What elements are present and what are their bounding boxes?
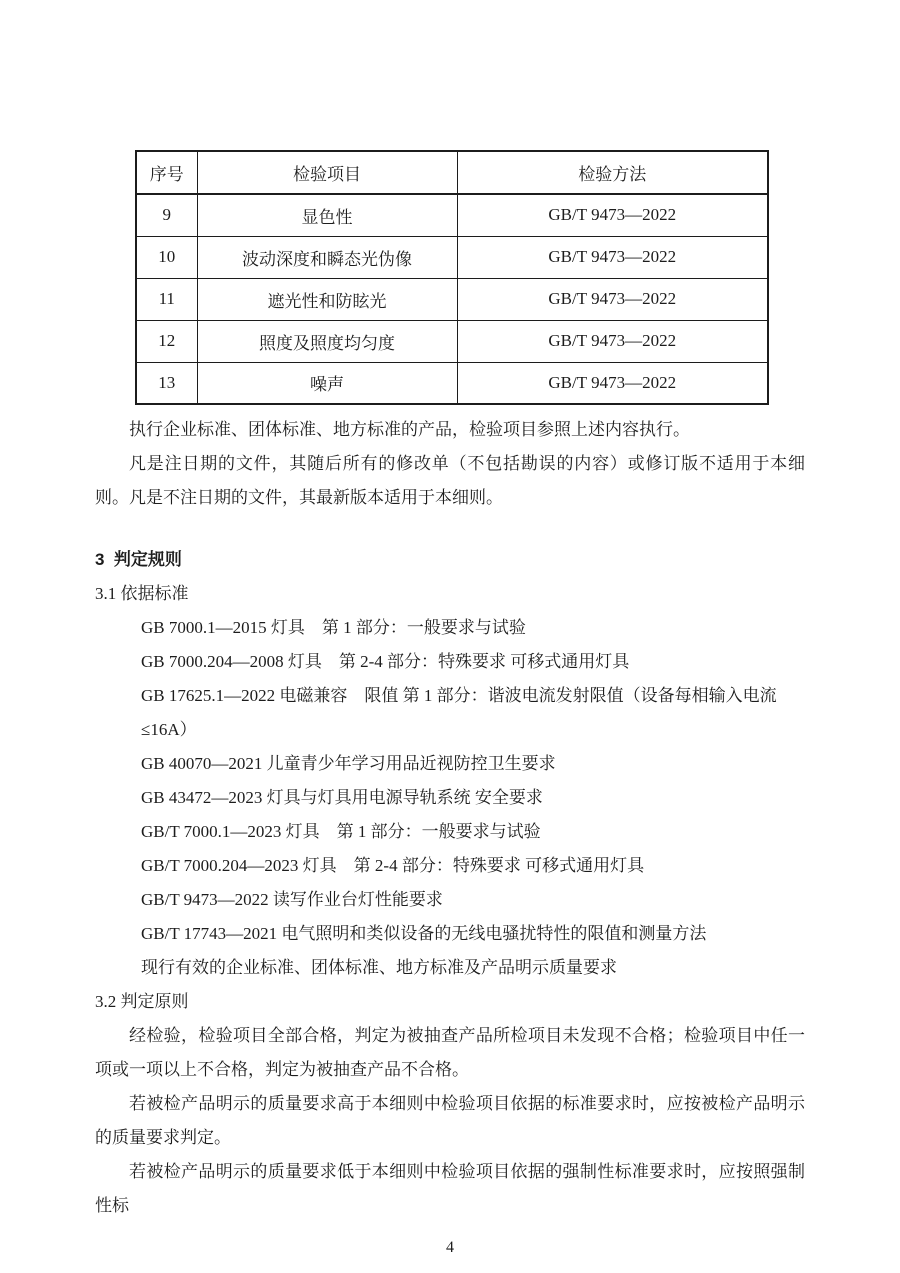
cell-no: 11 <box>136 278 197 320</box>
cell-item: 噪声 <box>197 362 457 404</box>
cell-item: 波动深度和瞬态光伪像 <box>197 236 457 278</box>
table-row <box>136 320 768 362</box>
table-header-no: 序号 <box>136 151 197 194</box>
cell-method: GB/T 9473—2022 <box>457 236 768 278</box>
inspection-items-table <box>135 150 769 405</box>
page-number: 4 <box>446 1239 454 1256</box>
paragraph-judgment-lower-requirement: 若被检产品明示的质量要求低于本细则中检验项目依据的强制性标准要求时，应按照强制性标 <box>95 1162 805 1215</box>
cell-no: 10 <box>136 236 197 278</box>
table-row <box>136 278 768 320</box>
standard-item: GB 40070—2021 儿童青少年学习用品近视防控卫生要求 <box>141 754 556 773</box>
cell-item: 照度及照度均匀度 <box>197 320 457 362</box>
table-row <box>136 236 768 278</box>
cell-method: GB/T 9473—2022 <box>457 320 768 362</box>
table-row <box>136 194 768 236</box>
paragraph-judgment-higher-requirement: 若被检产品明示的质量要求高于本细则中检验项目依据的标准要求时，应按被检产品明示的质量要求判定。 <box>95 1094 805 1147</box>
standard-item: 现行有效的企业标准、团体标准、地方标准及产品明示质量要求 <box>141 958 617 977</box>
cell-method: GB/T 9473—2022 <box>457 362 768 404</box>
cell-no: 9 <box>136 194 197 236</box>
standard-item: GB/T 17743—2021 电气照明和类似设备的无线电骚扰特性的限值和测量方法 <box>141 924 707 943</box>
standard-item: GB/T 7000.1—2023 灯具 第 1 部分：一般要求与试验 <box>141 822 541 841</box>
table-header-item: 检验项目 <box>197 151 457 194</box>
section-3-1-heading: 3.1 依据标准 <box>95 584 189 603</box>
paragraph-dated-documents: 凡是注日期的文件，其随后所有的修改单（不包括勘误的内容）或修订版不适用于本细则。凡是不注日期的文件，其最新版本适用于本细则。 <box>95 454 805 507</box>
table-header-method: 检验方法 <box>457 151 768 194</box>
section-3-2-heading: 3.2 判定原则 <box>95 992 189 1011</box>
cell-no: 12 <box>136 320 197 362</box>
standard-item: GB 43472—2023 灯具与灯具用电源导轨系统 安全要求 <box>141 788 543 807</box>
cell-method: GB/T 9473—2022 <box>457 194 768 236</box>
cell-item: 显色性 <box>197 194 457 236</box>
table-header-row <box>136 151 768 194</box>
standard-item: GB 7000.204—2008 灯具 第 2-4 部分：特殊要求 可移式通用灯具 <box>141 652 630 671</box>
table-row <box>136 362 768 404</box>
standard-item: GB/T 9473—2022 读写作业台灯性能要求 <box>141 890 443 909</box>
cell-item: 遮光性和防眩光 <box>197 278 457 320</box>
standard-item: GB 17625.1—2022 电磁兼容 限值 第 1 部分：谐波电流发射限值（设备每相输入电流≤16A） <box>141 686 777 739</box>
standard-item: GB/T 7000.204—2023 灯具 第 2-4 部分：特殊要求 可移式通用灯具 <box>141 856 645 875</box>
paragraph-judgment-pass-fail: 经检验，检验项目全部合格，判定为被抽查产品所检项目未发现不合格；检验项目中任一项或一项以上不合格，判定为被抽查产品不合格。 <box>95 1026 805 1079</box>
standards-list <box>95 611 805 985</box>
section-3-heading: 3 判定规则 <box>95 550 182 569</box>
paragraph-execution-note: 执行企业标准、团体标准、地方标准的产品，检验项目参照上述内容执行。 <box>129 420 690 439</box>
cell-no: 13 <box>136 362 197 404</box>
cell-method: GB/T 9473—2022 <box>457 278 768 320</box>
standard-item: GB 7000.1—2015 灯具 第 1 部分：一般要求与试验 <box>141 618 526 637</box>
